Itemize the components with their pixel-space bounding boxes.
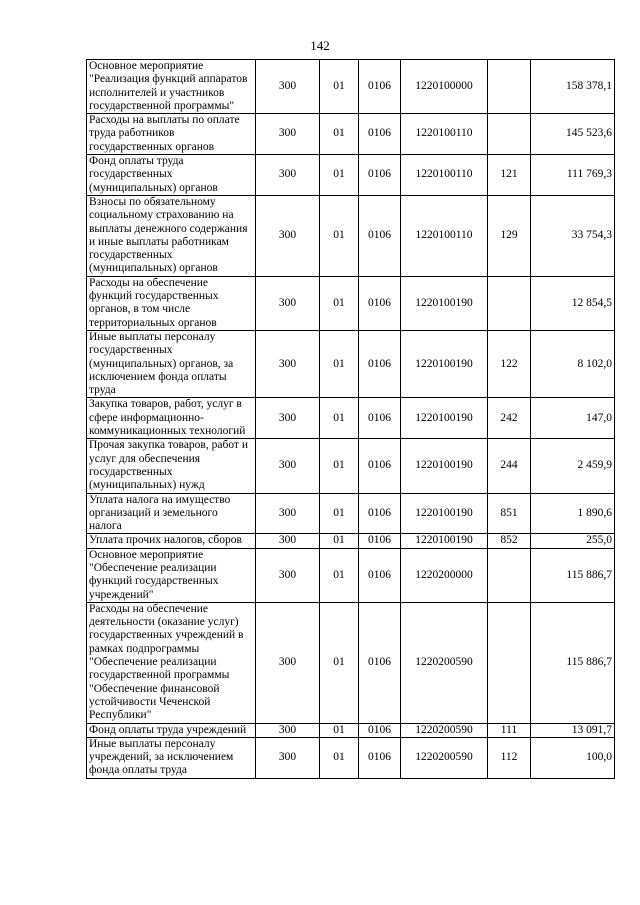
subsection-code-cell: 0106 xyxy=(359,602,401,723)
amount-cell: 115 886,7 xyxy=(531,602,615,723)
amount-cell: 33 754,3 xyxy=(531,195,615,276)
ministry-code-cell: 300 xyxy=(256,493,320,534)
subsection-code-cell: 0106 xyxy=(359,398,401,439)
expense-type-cell: 121 xyxy=(488,155,531,196)
subsection-code-cell: 0106 xyxy=(359,439,401,493)
section-code-cell: 01 xyxy=(320,398,359,439)
ministry-code-cell: 300 xyxy=(256,534,320,548)
table-row xyxy=(87,398,615,439)
expense-type-cell xyxy=(488,548,531,602)
table-row xyxy=(87,195,615,276)
expense-type-cell: 851 xyxy=(488,493,531,534)
section-code-cell: 01 xyxy=(320,60,359,114)
table-row xyxy=(87,276,615,330)
row-name-cell: Расходы на обеспечение деятельности (оказание услуг) государственных учреждений в рамках подпрограммы "Обеспечение реализации государственной программы "Обеспечение финансовой устойчивости Чеченской Республики" xyxy=(87,602,256,723)
section-code-cell: 01 xyxy=(320,737,359,778)
row-name-cell: Иные выплаты персоналу государственных (муниципальных) органов, за исключением фонда оплаты труда xyxy=(87,330,256,397)
target-article-cell: 1220200590 xyxy=(401,723,488,737)
amount-cell: 1 890,6 xyxy=(531,493,615,534)
table-row xyxy=(87,602,615,723)
table-row xyxy=(87,548,615,602)
row-name-cell: Закупка товаров, работ, услуг в сфере информационно-коммуникационных технологий xyxy=(87,398,256,439)
row-name-cell: Иные выплаты персоналу учреждений, за исключением фонда оплаты труда xyxy=(87,737,256,778)
target-article-cell: 1220100110 xyxy=(401,114,488,155)
table-row xyxy=(87,114,615,155)
target-article-cell: 1220100190 xyxy=(401,398,488,439)
ministry-code-cell: 300 xyxy=(256,330,320,397)
amount-cell: 13 091,7 xyxy=(531,723,615,737)
table-row xyxy=(87,330,615,397)
section-code-cell: 01 xyxy=(320,723,359,737)
subsection-code-cell: 0106 xyxy=(359,548,401,602)
amount-cell: 255,0 xyxy=(531,534,615,548)
table-row xyxy=(87,534,615,548)
ministry-code-cell: 300 xyxy=(256,60,320,114)
subsection-code-cell: 0106 xyxy=(359,155,401,196)
expense-type-cell xyxy=(488,60,531,114)
section-code-cell: 01 xyxy=(320,534,359,548)
target-article-cell: 1220100190 xyxy=(401,534,488,548)
expense-type-cell xyxy=(488,602,531,723)
target-article-cell: 1220100190 xyxy=(401,493,488,534)
ministry-code-cell: 300 xyxy=(256,398,320,439)
subsection-code-cell: 0106 xyxy=(359,195,401,276)
subsection-code-cell: 0106 xyxy=(359,276,401,330)
row-name-cell: Основное мероприятие "Реализация функций аппаратов исполнителей и участников государственной программы" xyxy=(87,60,256,114)
target-article-cell: 1220100110 xyxy=(401,155,488,196)
row-name-cell: Основное мероприятие "Обеспечение реализации функций государственных учреждений" xyxy=(87,548,256,602)
expense-type-cell: 242 xyxy=(488,398,531,439)
table-row xyxy=(87,155,615,196)
ministry-code-cell: 300 xyxy=(256,723,320,737)
section-code-cell: 01 xyxy=(320,602,359,723)
amount-cell: 111 769,3 xyxy=(531,155,615,196)
row-name-cell: Фонд оплаты труда государственных (муниципальных) органов xyxy=(87,155,256,196)
target-article-cell: 1220100190 xyxy=(401,439,488,493)
target-article-cell: 1220100190 xyxy=(401,330,488,397)
expense-type-cell: 852 xyxy=(488,534,531,548)
section-code-cell: 01 xyxy=(320,439,359,493)
amount-cell: 2 459,9 xyxy=(531,439,615,493)
ministry-code-cell: 300 xyxy=(256,155,320,196)
subsection-code-cell: 0106 xyxy=(359,737,401,778)
subsection-code-cell: 0106 xyxy=(359,330,401,397)
section-code-cell: 01 xyxy=(320,276,359,330)
target-article-cell: 1220200590 xyxy=(401,602,488,723)
section-code-cell: 01 xyxy=(320,114,359,155)
expense-type-cell: 244 xyxy=(488,439,531,493)
ministry-code-cell: 300 xyxy=(256,195,320,276)
subsection-code-cell: 0106 xyxy=(359,723,401,737)
row-name-cell: Расходы на обеспечение функций государственных органов, в том числе территориальных органов xyxy=(87,276,256,330)
table-row xyxy=(87,737,615,778)
row-name-cell: Расходы на выплаты по оплате труда работников государственных органов xyxy=(87,114,256,155)
ministry-code-cell: 300 xyxy=(256,548,320,602)
expense-type-cell: 122 xyxy=(488,330,531,397)
amount-cell: 147,0 xyxy=(531,398,615,439)
ministry-code-cell: 300 xyxy=(256,276,320,330)
target-article-cell: 1220200000 xyxy=(401,548,488,602)
ministry-code-cell: 300 xyxy=(256,737,320,778)
expense-type-cell xyxy=(488,114,531,155)
table-row xyxy=(87,723,615,737)
section-code-cell: 01 xyxy=(320,330,359,397)
ministry-code-cell: 300 xyxy=(256,439,320,493)
amount-cell: 158 378,1 xyxy=(531,60,615,114)
expense-type-cell: 112 xyxy=(488,737,531,778)
target-article-cell: 1220100110 xyxy=(401,195,488,276)
budget-table xyxy=(86,59,615,779)
amount-cell: 12 854,5 xyxy=(531,276,615,330)
ministry-code-cell: 300 xyxy=(256,114,320,155)
subsection-code-cell: 0106 xyxy=(359,114,401,155)
page-number: 142 xyxy=(310,38,330,53)
expense-type-cell: 111 xyxy=(488,723,531,737)
row-name-cell: Уплата налога на имущество организаций и земельного налога xyxy=(87,493,256,534)
amount-cell: 8 102,0 xyxy=(531,330,615,397)
row-name-cell: Прочая закупка товаров, работ и услуг для обеспечения государственных (муниципальных) нужд xyxy=(87,439,256,493)
section-code-cell: 01 xyxy=(320,548,359,602)
row-name-cell: Фонд оплаты труда учреждений xyxy=(87,723,256,737)
target-article-cell: 1220100190 xyxy=(401,276,488,330)
ministry-code-cell: 300 xyxy=(256,602,320,723)
target-article-cell: 1220100000 xyxy=(401,60,488,114)
row-name-cell: Уплата прочих налогов, сборов xyxy=(87,534,256,548)
section-code-cell: 01 xyxy=(320,493,359,534)
table-row xyxy=(87,439,615,493)
table-row xyxy=(87,493,615,534)
table-row xyxy=(87,60,615,114)
expense-type-cell: 129 xyxy=(488,195,531,276)
section-code-cell: 01 xyxy=(320,195,359,276)
section-code-cell: 01 xyxy=(320,155,359,196)
row-name-cell: Взносы по обязательному социальному страхованию на выплаты денежного содержания и иные выплаты работникам государственных (муниципальных) органов xyxy=(87,195,256,276)
subsection-code-cell: 0106 xyxy=(359,493,401,534)
amount-cell: 100,0 xyxy=(531,737,615,778)
target-article-cell: 1220200590 xyxy=(401,737,488,778)
amount-cell: 115 886,7 xyxy=(531,548,615,602)
subsection-code-cell: 0106 xyxy=(359,534,401,548)
amount-cell: 145 523,6 xyxy=(531,114,615,155)
subsection-code-cell: 0106 xyxy=(359,60,401,114)
expense-type-cell xyxy=(488,276,531,330)
